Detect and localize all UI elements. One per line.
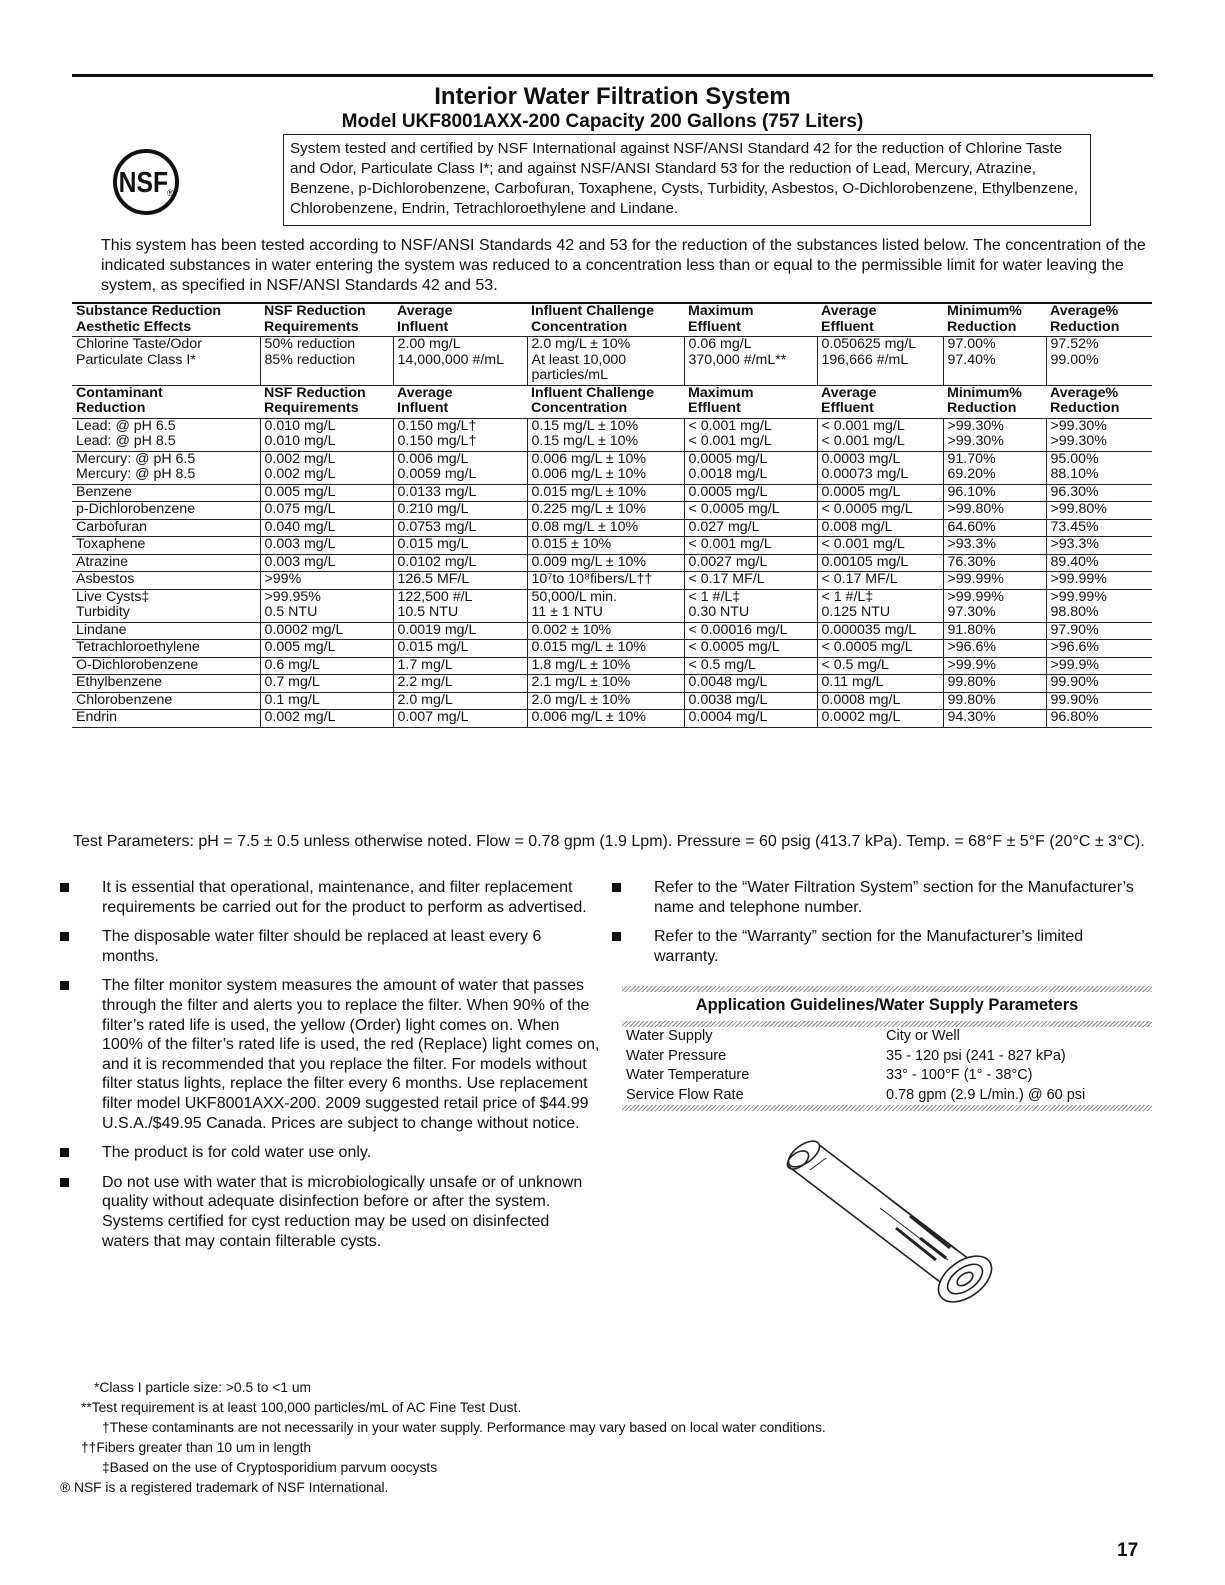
- table-cell: >99.99%: [943, 572, 1046, 590]
- table-cell: >96.6%: [1046, 640, 1152, 658]
- table-cell: 1.8 mg/L ± 10%: [527, 657, 684, 675]
- table-cell: >96.6%: [943, 640, 1046, 658]
- guideline-value: 33° - 100°F (1° - 38°C): [886, 1067, 1033, 1083]
- table-cell: < 0.5 mg/L: [684, 657, 817, 675]
- table-cell: Chlorobenzene: [72, 692, 260, 710]
- table-cell: 0.015 mg/L ± 10%: [527, 640, 684, 658]
- guideline-label: Water Temperature: [626, 1067, 750, 1083]
- table-row: [72, 710, 1152, 728]
- bullet-square-icon: [60, 932, 69, 941]
- table-cell: 10⁷to 10⁸fibers/L††: [527, 572, 684, 590]
- table-cell: 0.0002 mg/L: [260, 622, 393, 640]
- table-cell: Carbofuran: [72, 519, 260, 537]
- table-cell: 0.010 mg/L 0.010 mg/L: [260, 418, 393, 451]
- guidelines-title: Application Guidelines/Water Supply Parameters: [695, 996, 1079, 1014]
- table-cell: NSF Reduction Requirements: [260, 303, 393, 337]
- table-cell: >93.3%: [943, 537, 1046, 555]
- table-row: [72, 554, 1152, 572]
- bullet-square-icon: [60, 883, 69, 892]
- table-cell: 91.70% 69.20%: [943, 451, 1046, 484]
- table-cell: 0.015 mg/L: [393, 537, 527, 555]
- table-cell: 97.52% 99.00%: [1046, 337, 1152, 386]
- table-cell: 73.45%: [1046, 519, 1152, 537]
- table-cell: 0.0004 mg/L: [684, 710, 817, 728]
- table-row: [72, 519, 1152, 537]
- table-cell: 0.0005 mg/L: [684, 484, 817, 502]
- table-cell: Lead: @ pH 6.5 Lead: @ pH 8.5: [72, 418, 260, 451]
- table-cell: >99.30% >99.30%: [1046, 418, 1152, 451]
- table-cell: 99.80%: [943, 675, 1046, 693]
- guideline-row: [622, 1086, 1152, 1106]
- table-cell: 89.40%: [1046, 554, 1152, 572]
- performance-table: [72, 302, 1152, 728]
- table-cell: 0.075 mg/L: [260, 502, 393, 520]
- table-cell: 0.0005 mg/L: [817, 484, 943, 502]
- bullet-text: The filter monitor system measures the amount of water that passes through the filter and alerts you to replace the filter. When 90% of the filter’s rated life is used, the yellow (Order) light comes on. When 100% of the filter’s rated life is used, the red (Replace) light comes on, and it is recommended that you replace the filter. For models without filter status lights, replace the filter every 6 months. Use replacement filter model UKF8001AXX-200. 2009 suggested retail price of $44.99 U.S.A./$49.95 Canada. Prices are subject to change without notice.: [102, 977, 600, 1132]
- bullet-item: [60, 976, 600, 1133]
- bullet-item: [60, 927, 600, 966]
- certification-box: [283, 134, 1091, 226]
- guidelines-rows: [622, 1027, 1152, 1105]
- table-cell: 0.003 mg/L: [260, 537, 393, 555]
- table-cell: p-Dichlorobenzene: [72, 502, 260, 520]
- table-cell: Substance Reduction Aesthetic Effects: [72, 303, 260, 337]
- table-cell: 2.0 mg/L ± 10%: [527, 692, 684, 710]
- table-cell: >99.80%: [1046, 502, 1152, 520]
- table-cell: 0.027 mg/L: [684, 519, 817, 537]
- bullet-item: [612, 878, 1152, 917]
- table-cell: 0.000035 mg/L: [817, 622, 943, 640]
- table-cell: 0.0133 mg/L: [393, 484, 527, 502]
- table-cell: 0.06 mg/L 370,000 #/mL**: [684, 337, 817, 386]
- bullet-text: Refer to the “Water Filtration System” section for the Manufacturer’s name and telephone number.: [654, 879, 1134, 916]
- bullet-square-icon: [60, 1148, 69, 1157]
- table-cell: < 0.001 mg/L: [817, 537, 943, 555]
- hatch-divider: [622, 986, 1152, 992]
- table-cell: Minimum% Reduction: [943, 303, 1046, 337]
- table-cell: 0.050625 mg/L 196,666 #/mL: [817, 337, 943, 386]
- table-cell: Maximum Effluent: [684, 385, 817, 418]
- table-cell: 0.7 mg/L: [260, 675, 393, 693]
- table-row: [72, 657, 1152, 675]
- table-cell: 0.08 mg/L ± 10%: [527, 519, 684, 537]
- table-cell: 64.60%: [943, 519, 1046, 537]
- table-cell: 0.007 mg/L: [393, 710, 527, 728]
- footnote: †These contaminants are not necessarily in your water supply. Performance may vary based on local water conditions.: [102, 1420, 826, 1435]
- table-cell: Average Effluent: [817, 385, 943, 418]
- test-parameters: Test Parameters: pH = 7.5 ± 0.5 unless otherwise noted. Flow = 0.78 gpm (1.9 Lpm). Pressure = 60 psig (413.7 kPa). Temp. = 68°F ± 5°F (20°C ± 3°C).: [73, 833, 1145, 850]
- table-cell: 0.0102 mg/L: [393, 554, 527, 572]
- table-cell: Asbestos: [72, 572, 260, 590]
- table-cell: 2.1 mg/L ± 10%: [527, 675, 684, 693]
- table-cell: < 0.0005 mg/L: [817, 502, 943, 520]
- table-cell: Ethylbenzene: [72, 675, 260, 693]
- footnote: ® NSF is a registered trademark of NSF International.: [60, 1480, 389, 1495]
- footnote: **Test requirement is at least 100,000 particles/mL of AC Fine Test Dust.: [81, 1400, 522, 1415]
- table-cell: Atrazine: [72, 554, 260, 572]
- bullet-square-icon: [612, 883, 621, 892]
- table-cell: 0.15 mg/L ± 10% 0.15 mg/L ± 10%: [527, 418, 684, 451]
- table-cell: 0.040 mg/L: [260, 519, 393, 537]
- table-cell: 0.225 mg/L ± 10%: [527, 502, 684, 520]
- table-cell: Influent Challenge Concentration: [527, 385, 684, 418]
- table-cell: 0.015 mg/L: [393, 640, 527, 658]
- table-cell: >99.99% 98.80%: [1046, 589, 1152, 622]
- table-cell: < 0.001 mg/L < 0.001 mg/L: [817, 418, 943, 451]
- table-cell: < 0.001 mg/L < 0.001 mg/L: [684, 418, 817, 451]
- table-cell: >99.80%: [943, 502, 1046, 520]
- bullet-list-left: [60, 878, 600, 1261]
- bullet-text: Do not use with water that is microbiologically unsafe or of unknown quality without adequate disinfection before or after the system. Systems certified for cyst reduction may be used on disinfected waters that may contain filterable cysts.: [102, 1173, 583, 1250]
- table-cell: >99.30% >99.30%: [943, 418, 1046, 451]
- nsf-logo-text: NSF: [118, 166, 169, 199]
- table-row: [72, 451, 1152, 484]
- table-cell: 0.0003 mg/L 0.00073 mg/L: [817, 451, 943, 484]
- bullet-item: [60, 1143, 600, 1163]
- table-cell: Benzene: [72, 484, 260, 502]
- table-cell: 2.2 mg/L: [393, 675, 527, 693]
- bullet-text: It is essential that operational, maintenance, and filter replacement requirements be carried out for the product to perform as advertised.: [102, 879, 587, 916]
- table-cell: 95.00% 88.10%: [1046, 451, 1152, 484]
- table-cell: Tetrachloroethylene: [72, 640, 260, 658]
- table-cell: < 0.17 MF/L: [684, 572, 817, 590]
- guideline-row: [622, 1027, 1152, 1047]
- table-cell: 0.005 mg/L: [260, 640, 393, 658]
- nsf-logo: [112, 148, 180, 216]
- table-cell: < 0.0005 mg/L: [817, 640, 943, 658]
- table-cell: 0.0008 mg/L: [817, 692, 943, 710]
- table-cell: 50% reduction 85% reduction: [260, 337, 393, 386]
- table-cell: >99.9%: [943, 657, 1046, 675]
- table-cell: 99.90%: [1046, 692, 1152, 710]
- table-cell: Mercury: @ pH 6.5 Mercury: @ pH 8.5: [72, 451, 260, 484]
- table-cell: Endrin: [72, 710, 260, 728]
- model-subtitle: Model UKF8001AXX-200 Capacity 200 Gallons (757 Liters): [341, 111, 864, 132]
- guideline-label: Water Supply: [626, 1028, 713, 1044]
- table-cell: 0.005 mg/L: [260, 484, 393, 502]
- table-cell: 2.0 mg/L ± 10% At least 10,000 particles/mL: [527, 337, 684, 386]
- table-cell: NSF Reduction Requirements: [260, 385, 393, 418]
- table-cell: 0.006 mg/L ± 10% 0.006 mg/L ± 10%: [527, 451, 684, 484]
- table-cell: < 0.00016 mg/L: [684, 622, 817, 640]
- table-header-row: [72, 385, 1152, 418]
- table-cell: 0.0019 mg/L: [393, 622, 527, 640]
- table-cell: 0.0005 mg/L 0.0018 mg/L: [684, 451, 817, 484]
- table-cell: Chlorine Taste/Odor Particulate Class I*: [72, 337, 260, 386]
- table-row: [72, 484, 1152, 502]
- bullet-list-right: [612, 878, 1152, 976]
- table-cell: 0.006 mg/L ± 10%: [527, 710, 684, 728]
- guideline-label: Service Flow Rate: [626, 1086, 744, 1103]
- table-cell: 0.002 mg/L: [260, 710, 393, 728]
- bullet-square-icon: [612, 932, 621, 941]
- page-number: 17: [1117, 1540, 1139, 1561]
- table-row: [72, 337, 1152, 386]
- table-cell: Average% Reduction: [1046, 385, 1152, 418]
- table-cell: >99.99% 97.30%: [943, 589, 1046, 622]
- table-cell: 0.009 mg/L ± 10%: [527, 554, 684, 572]
- table-cell: 96.10%: [943, 484, 1046, 502]
- intro-paragraph: This system has been tested according to NSF/ANSI Standards 42 and 53 for the reduction of the substances listed below. The concentration of the indicated substances in water entering the system was reduced to a concentration less than or equal to the permissible limit for water leaving the system, as specified in NSF/ANSI Standards 42 and 53.: [101, 237, 1146, 294]
- table-cell: 97.00% 97.40%: [943, 337, 1046, 386]
- bullet-text: The disposable water filter should be replaced at least every 6 months.: [102, 928, 542, 965]
- table-cell: 2.00 mg/L 14,000,000 #/mL: [393, 337, 527, 386]
- table-cell: >99.99%: [1046, 572, 1152, 590]
- table-row: [72, 418, 1152, 451]
- guideline-row: [622, 1047, 1152, 1067]
- filter-cartridge-illustration: [770, 1138, 1015, 1318]
- table-row: [72, 502, 1152, 520]
- table-cell: 0.0038 mg/L: [684, 692, 817, 710]
- table-cell: Lindane: [72, 622, 260, 640]
- table-cell: Influent Challenge Concentration: [527, 303, 684, 337]
- guideline-value: 0.78 gpm (2.9 L/min.) @ 60 psi: [886, 1086, 1086, 1103]
- footnote: *Class I particle size: >0.5 to <1 um: [94, 1380, 312, 1395]
- guideline-value: City or Well: [886, 1028, 960, 1044]
- table-cell: 2.0 mg/L: [393, 692, 527, 710]
- table-cell: Average Influent: [393, 303, 527, 337]
- bullet-item: [612, 927, 1152, 966]
- table-cell: 50,000/L min. 11 ± 1 NTU: [527, 589, 684, 622]
- table-cell: < 1 #/L‡ 0.30 NTU: [684, 589, 817, 622]
- table-cell: Toxaphene: [72, 537, 260, 555]
- table-cell: 0.00105 mg/L: [817, 554, 943, 572]
- table-cell: 0.6 mg/L: [260, 657, 393, 675]
- table-cell: < 0.5 mg/L: [817, 657, 943, 675]
- table-row: [72, 692, 1152, 710]
- table-cell: 96.80%: [1046, 710, 1152, 728]
- table-cell: 91.80%: [943, 622, 1046, 640]
- table-cell: 122,500 #/L 10.5 NTU: [393, 589, 527, 622]
- table-cell: O-Dichlorobenzene: [72, 657, 260, 675]
- table-cell: 0.150 mg/L† 0.150 mg/L†: [393, 418, 527, 451]
- table-cell: 99.80%: [943, 692, 1046, 710]
- table-cell: 94.30%: [943, 710, 1046, 728]
- table-row: [72, 537, 1152, 555]
- table-cell: 1.7 mg/L: [393, 657, 527, 675]
- table-cell: Maximum Effluent: [684, 303, 817, 337]
- table-row: [72, 640, 1152, 658]
- table-row: [72, 589, 1152, 622]
- table-cell: 0.008 mg/L: [817, 519, 943, 537]
- table-cell: >99.9%: [1046, 657, 1152, 675]
- bullet-text: The product is for cold water use only.: [102, 1144, 372, 1162]
- table-cell: 76.30%: [943, 554, 1046, 572]
- hatch-divider: [622, 1105, 1152, 1111]
- table-cell: 0.1 mg/L: [260, 692, 393, 710]
- table-row: [72, 572, 1152, 590]
- table-cell: 0.002 ± 10%: [527, 622, 684, 640]
- table-cell: 97.90%: [1046, 622, 1152, 640]
- bullet-item: [60, 1173, 600, 1251]
- table-cell: Average% Reduction: [1046, 303, 1152, 337]
- table-cell: 0.006 mg/L 0.0059 mg/L: [393, 451, 527, 484]
- table-cell: Average Influent: [393, 385, 527, 418]
- table-cell: 0.015 mg/L ± 10%: [527, 484, 684, 502]
- table-cell: 0.0048 mg/L: [684, 675, 817, 693]
- table-cell: Minimum% Reduction: [943, 385, 1046, 418]
- table-cell: Contaminant Reduction: [72, 385, 260, 418]
- table-cell: < 0.0005 mg/L: [684, 640, 817, 658]
- table-cell: 0.0002 mg/L: [817, 710, 943, 728]
- certification-text: System tested and certified by NSF International against NSF/ANSI Standard 42 for the reduction of Chlorine Taste and Odor, Particulate Class I*; and against NSF/ANSI Standard 53 for the reduction of Lead, Mercury, Atrazine, Benzene, p-Dichlorobenzene, Carbofuran, Toxaphene, Cysts, Turbidity, Asbestos, O-Dichlorobenzene, Ethylbenzene, Chlorobenzene, Endrin, Tetrachloroethylene and Lindane.: [290, 140, 1078, 217]
- table-row: [72, 675, 1152, 693]
- table-header-row: [72, 303, 1152, 337]
- svg-text:®: ®: [167, 188, 174, 198]
- table-cell: 99.90%: [1046, 675, 1152, 693]
- table-cell: 0.210 mg/L: [393, 502, 527, 520]
- table-cell: Average Effluent: [817, 303, 943, 337]
- table-cell: < 0.17 MF/L: [817, 572, 943, 590]
- table-cell: < 1 #/L‡ 0.125 NTU: [817, 589, 943, 622]
- bullet-item: [60, 878, 600, 917]
- table-cell: 0.0027 mg/L: [684, 554, 817, 572]
- table-cell: >93.3%: [1046, 537, 1152, 555]
- table-cell: 0.11 mg/L: [817, 675, 943, 693]
- table-cell: 0.015 ± 10%: [527, 537, 684, 555]
- table-cell: >99.95% 0.5 NTU: [260, 589, 393, 622]
- table-cell: >99%: [260, 572, 393, 590]
- table-cell: 0.002 mg/L 0.002 mg/L: [260, 451, 393, 484]
- guideline-value: 35 - 120 psi (241 - 827 kPa): [886, 1047, 1066, 1064]
- table-cell: 0.0753 mg/L: [393, 519, 527, 537]
- table-cell: 96.30%: [1046, 484, 1152, 502]
- table-cell: 0.003 mg/L: [260, 554, 393, 572]
- guideline-label: Water Pressure: [626, 1047, 727, 1064]
- page-title: Interior Water Filtration System: [434, 83, 791, 110]
- bullet-square-icon: [60, 1178, 69, 1187]
- application-guidelines: [622, 986, 1152, 1111]
- footnote: ††Fibers greater than 10 um in length: [81, 1440, 312, 1455]
- table-cell: < 0.0005 mg/L: [684, 502, 817, 520]
- guideline-row: [622, 1066, 1152, 1086]
- bullet-square-icon: [60, 981, 69, 990]
- table-cell: < 0.001 mg/L: [684, 537, 817, 555]
- table-cell: 126.5 MF/L: [393, 572, 527, 590]
- footnote: ‡Based on the use of Cryptosporidium parvum oocysts: [102, 1460, 438, 1475]
- footnotes: [60, 1378, 826, 1498]
- bullet-text: Refer to the “Warranty” section for the Manufacturer’s limited warranty.: [654, 928, 1084, 965]
- table-row: [72, 622, 1152, 640]
- top-rule: [72, 74, 1153, 77]
- table-cell: Live Cysts‡ Turbidity: [72, 589, 260, 622]
